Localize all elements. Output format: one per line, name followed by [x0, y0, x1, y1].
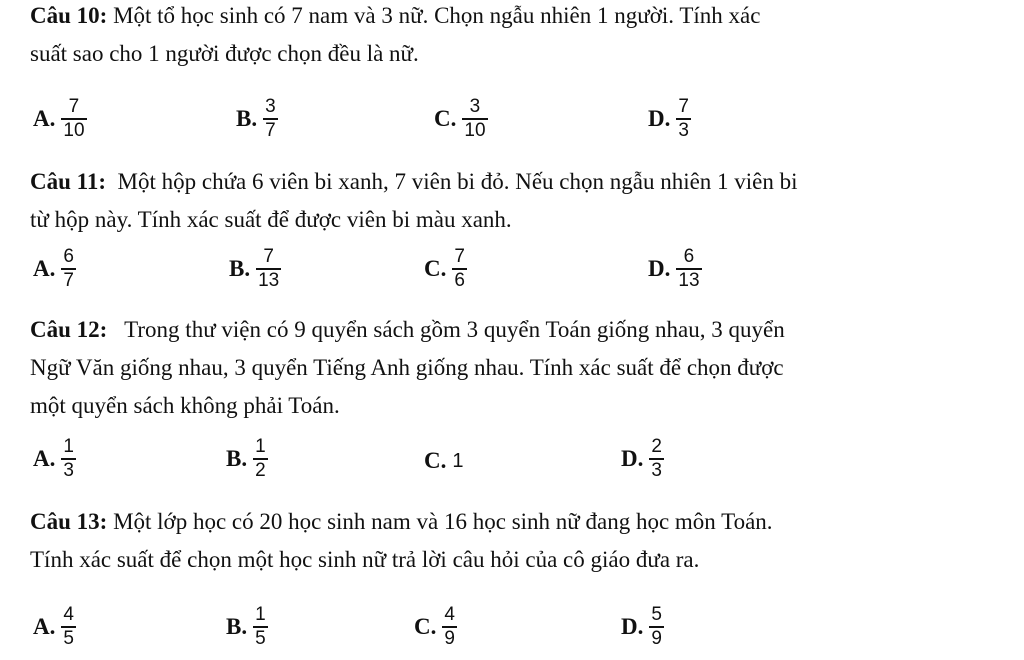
fraction: $\frac{6}{7}$: [63, 246, 74, 291]
fraction: $\frac{6}{13}$: [678, 246, 700, 291]
option-value: 1: [452, 449, 464, 472]
fraction: $\frac{1}{2}$: [255, 436, 266, 481]
fraction: $\frac{7}{6}$: [454, 246, 465, 291]
fraction: $\frac{1}{5}$: [255, 604, 266, 649]
fraction: $\frac{5}{9}$: [651, 604, 662, 649]
question-label: Câu 10:: [30, 3, 108, 28]
option-d[interactable]: D. $\frac{6}{13}$: [648, 246, 700, 291]
option-c[interactable]: C. 1: [424, 448, 464, 473]
option-c[interactable]: C. $\frac{7}{6}$: [424, 246, 465, 291]
fraction: $\frac{1}{3}$: [63, 436, 74, 481]
question-12-line-2: Ngữ Văn giống nhau, 3 quyển Tiếng Anh giống nhau. Tính xác suất để chọn được: [30, 355, 784, 380]
question-label: Câu 12:: [30, 317, 108, 342]
question-13-line-2: Tính xác suất để chọn một học sinh nữ trả lời câu hỏi của cô giáo đưa ra.: [30, 547, 700, 572]
option-c[interactable]: C. $\frac{3}{10}$: [434, 96, 486, 141]
fraction: $\frac{3}{7}$: [265, 96, 276, 141]
fraction: $\frac{7}{10}$: [63, 96, 85, 141]
fraction: $\frac{7}{13}$: [258, 246, 280, 291]
fraction: $\frac{4}{5}$: [63, 604, 74, 649]
question-10-line-2: suất sao cho 1 người được chọn đều là nữ.: [30, 41, 419, 66]
option-d[interactable]: D. $\frac{2}{3}$: [621, 436, 662, 481]
option-b[interactable]: B. $\frac{1}{2}$: [226, 436, 266, 481]
option-d[interactable]: D. $\frac{5}{9}$: [621, 604, 662, 649]
question-11-line-2: từ hộp này. Tính xác suất để được viên bi màu xanh.: [30, 207, 512, 232]
option-b[interactable]: B. $\frac{3}{7}$: [236, 96, 276, 141]
fraction: $\frac{4}{9}$: [444, 604, 455, 649]
option-d[interactable]: D. $\frac{7}{3}$: [648, 96, 689, 141]
question-label: Câu 13:: [30, 509, 108, 534]
option-a[interactable]: A. $\frac{4}{5}$: [33, 604, 74, 649]
question-12-line-1: Câu 12: Trong thư viện có 9 quyển sách gồm 3 quyển Toán giống nhau, 3 quyển: [30, 317, 785, 342]
option-b[interactable]: B. $\frac{1}{5}$: [226, 604, 266, 649]
question-label: Câu 11:: [30, 169, 107, 194]
fraction: $\frac{7}{3}$: [678, 96, 689, 141]
fraction: $\frac{2}{3}$: [651, 436, 662, 481]
option-a[interactable]: A. $\frac{1}{3}$: [33, 436, 74, 481]
question-11-line-1: Câu 11: Một hộp chứa 6 viên bi xanh, 7 viên bi đỏ. Nếu chọn ngẫu nhiên 1 viên bi: [30, 169, 798, 194]
question-13-line-1: Câu 13: Một lớp học có 20 học sinh nam và 16 học sinh nữ đang học môn Toán.: [30, 509, 773, 534]
option-b[interactable]: B. $\frac{7}{13}$: [229, 246, 280, 291]
question-12-line-3: một quyển sách không phải Toán.: [30, 393, 340, 418]
fraction: $\frac{3}{10}$: [464, 96, 486, 141]
option-c[interactable]: C. $\frac{4}{9}$: [414, 604, 455, 649]
option-a[interactable]: A. $\frac{7}{10}$: [33, 96, 85, 141]
question-10-line-1: Câu 10: Một tổ học sinh có 7 nam và 3 nữ. Chọn ngẫu nhiên 1 người. Tính xác: [30, 3, 761, 28]
option-a[interactable]: A. $\frac{6}{7}$: [33, 246, 74, 291]
